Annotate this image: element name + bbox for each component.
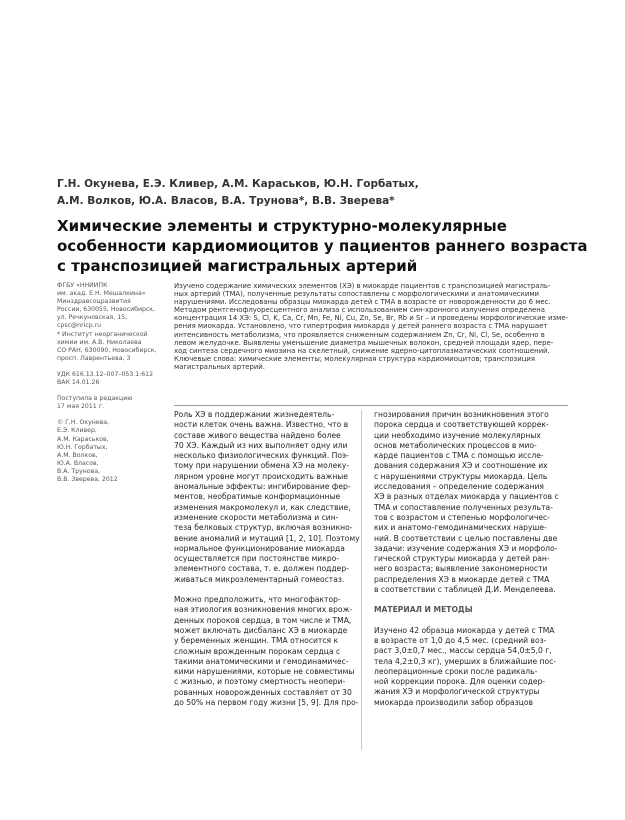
body-line: основ метаболических процессов в мио- (374, 440, 537, 450)
affiliation-line: СО РАН, 630090, Новосибирск, (57, 346, 157, 354)
body-line: в возрасте от 1,0 до 4,5 мес. (средний воз- (374, 635, 547, 645)
body-line: ТМА и сопоставление полученных результа- (374, 502, 553, 512)
affiliation-line: ФГБУ «ННИИПК (57, 282, 108, 289)
body-line: такими анатомическими и гемодинамичес- (174, 656, 349, 666)
body-line: у беременных женщин. ТМА относится к (174, 636, 339, 646)
copyright-line: Ю.А. Власов, (57, 459, 99, 467)
body-line: жания ХЭ и морфологической структуры (374, 687, 540, 697)
copyright-line: Е.Э. Кливер, (57, 427, 97, 435)
body-line: составе живого вещества найдено более (174, 430, 341, 440)
affiliation-line: химии им. А.В. Николаева (57, 338, 142, 346)
body-line: ментов, необратимые конформационные (174, 492, 341, 502)
affiliation-email[interactable]: cpsc@nricp.ru (57, 322, 102, 330)
abstract-line: Изучено содержание химических элементов (ХЭ) в миокарде пациентов с транспозицией магистраль- (174, 282, 551, 290)
copyright-line: В.А. Трунова, (57, 467, 100, 475)
body-line: несколько физиологических функций. Поэ- (174, 451, 349, 461)
paragraph-gap (374, 595, 556, 605)
body-line: раст 3,0±0,7 мес., массы сердца 54,0±5,0 г, (374, 646, 552, 656)
body-line: дования содержания ХЭ и соотношение их (374, 461, 548, 471)
author-line: Г.Н. Окунева, Е.Э. Кливер, А.М. Караськов, Ю.Н. Горбатых, (57, 178, 419, 190)
body-line: лярном уровне могут происходить важные (174, 471, 348, 481)
abstract-line: интенсивность метаболизма, что проявляется сниженным содержанием Zn, Cr, Ni, Cl, Se, особенно в (174, 330, 545, 339)
paragraph-gap (174, 585, 356, 595)
affiliation-sidebar (57, 282, 157, 484)
affiliation-spacer (57, 387, 157, 395)
title-line: с транспозицией магистральных артерий (57, 257, 418, 275)
title-line: Химические элементы и структурно-молекулярные (57, 217, 507, 235)
body-line: порока сердца и соответствующей коррек- (374, 420, 549, 430)
affiliation-line: России, 630055, Новосибирск, (57, 306, 156, 314)
article-title (57, 216, 597, 276)
body-line: ции необходимо изучение молекулярных (374, 430, 541, 440)
body-line: Роль ХЭ в поддержании жизнедеятель- (174, 410, 335, 419)
body-line: с нарушениями структуры миокарда. Цель (374, 471, 548, 481)
body-line: него возраста; выявление закономерности (374, 564, 548, 574)
body-line: элементного состава, т. е. должен поддер- (174, 564, 349, 574)
abstract-line: нарушениями. Исследованы образцы миокарда детей с ТМА в возрасте от новорожденности до 6 мес. (174, 298, 551, 307)
keywords-line: магистральных артерий. (174, 362, 265, 371)
body-line: 70 ХЭ. Каждый из них выполняет одну или (174, 440, 348, 450)
body-line: ких и анатомо-гемодинамических наруше- (374, 523, 547, 533)
copyright-line: А.М. Волков, (57, 451, 98, 459)
body-line: распределения ХЭ в миокарде детей с ТМА (374, 574, 550, 584)
body-line: исследования – определение содержания (374, 482, 544, 492)
body-line: может включать дисбаланс ХЭ в миокарде (174, 625, 348, 635)
body-line: гической структуры миокарда у детей ран- (374, 554, 550, 564)
copyright-line: © Г.Н. Окунева, (57, 419, 110, 427)
affiliation-line: * Институт неорганической (57, 330, 148, 338)
body-line: денных пороков сердца, в том числе и ТМА, (174, 615, 352, 625)
body-column-left (174, 410, 360, 708)
keywords-line: Ключевые слова: химические элементы; молекулярная структура кардиомиоцитов; транспозиция (174, 354, 536, 363)
affiliation-line: ул. Речкуновская, 15, (57, 314, 128, 322)
body-line: кими нарушениями, которые не совместимы (174, 667, 355, 677)
body-line: тов с возрастом и степенью морфологичес- (374, 512, 550, 522)
abstract-line: Методом рентгенофлуоресцентного анализа с использованием син-хронного излучения определена (174, 306, 545, 315)
column-divider (361, 410, 362, 750)
body-line: миокарда производили забор образцов (374, 697, 533, 707)
body-line: аномальные эффекты: ингибирование фер- (174, 482, 351, 492)
abstract-divider (174, 405, 568, 406)
abstract-line: левом желудочке. Выявлены уменьшение диаметра мышечных волокон, средней площади ядер, пере- (174, 338, 554, 347)
received-label: Поступила в редакцию (57, 395, 133, 403)
body-line: ная этиология возникновения многих врож- (174, 605, 353, 615)
body-line: с жизнью, и поэтому смертность неопери- (174, 677, 346, 687)
section-heading-methods: МАТЕРИАЛ И МЕТОДЫ (374, 605, 473, 615)
body-line: карде пациентов с ТМА с помощью иссле- (374, 451, 544, 461)
body-line: до 50% на первом году жизни [5, 9]. Для про- (174, 698, 359, 708)
affiliation-spacer (57, 363, 157, 371)
body-line: вение аномалий и мутаций [1, 2, 10]. Поэтому (174, 533, 360, 543)
body-line: сложным врожденным порокам сердца с (174, 646, 341, 656)
body-line: ний. В соответствии с целью поставлены две (374, 533, 558, 543)
body-line: Можно предположить, что многофактор- (174, 595, 341, 605)
copyright-line: В.В. Зверева, 2012 (57, 475, 118, 483)
body-line: ной коррекции порока. Для оценки содер- (374, 677, 546, 687)
udc-code: УДК 616.13.12–007–053.1:612 (57, 370, 154, 378)
body-line: в соответствии с таблицей Д.И. Менделеева. (374, 585, 556, 595)
title-line: особенности кардиомиоцитов у пациентов раннего возраста (57, 237, 588, 255)
abstract-line: ход синтеза сердечного миозина на скелетный, снижение ядерно-цитоплазматических соотношений. (174, 346, 550, 355)
body-line: нормальное функционирование миокарда (174, 543, 345, 553)
author-list (57, 176, 577, 210)
body-line: рованных новорожденных составляет от 30 (174, 687, 352, 697)
abstract-line: рения миокарда. Установлено, что гипертрофия миокарда у детей раннего возраста с ТМА нарушает (174, 322, 548, 331)
body-line: гнозирования причин возникновения этого (374, 410, 549, 419)
body-line: изменения макромолекул и, как следствие, (174, 502, 351, 512)
received-date: 17 мая 2011 г. (57, 403, 104, 411)
copyright-line: Ю.Н. Горбатых, (57, 443, 108, 451)
body-line: теза белковых структур, включая возникно- (174, 523, 353, 533)
body-column-right (374, 410, 559, 708)
abstract-line: ных артерий (ТМА), полученные результаты сопоставлены с морфологическими и анатомическими (174, 290, 540, 299)
body-line: ХЭ в разных отделах миокарда у пациентов с (374, 492, 559, 502)
body-line: Изучено 42 образца миокарда у детей с ТМА (374, 625, 555, 635)
vak-code: ВАК 14.01.26 (57, 379, 100, 387)
paragraph-gap (374, 616, 556, 626)
affiliation-line: Минздравсоцразвития (57, 298, 131, 306)
abstract (174, 282, 574, 371)
body-line: тому при нарушении обмена ХЭ на молеку- (174, 461, 350, 471)
body-line: тела 4,2±0,3 кг), умерших в ближайшие пос- (374, 656, 557, 666)
author-line: А.М. Волков, Ю.А. Власов, В.А. Трунова*, В.В. Зверева* (57, 195, 395, 207)
body-line: осуществляется при постоянстве микро- (174, 554, 340, 564)
affiliation-line: просп. Лаврентьева, 3 (57, 354, 131, 362)
body-line: задачи: изучение содержания ХЭ и морфоло- (374, 543, 558, 553)
abstract-line: концентрация 14 ХЭ: S, Cl, K, Ca, Cr, Mn, Fe, Ni, Cu, Zn, Se, Br, Rb и Sr – и проведены морфологические изме- (174, 314, 569, 323)
body-line: ности клеток очень важна. Известно, что в (174, 420, 349, 430)
copyright-line: А.М. Караськов, (57, 435, 109, 443)
body-line: живаться микроэлементарный гомеостаз. (174, 574, 345, 584)
body-line: изменение скорости метаболизма и син- (174, 512, 339, 522)
affiliation-line: им. акад. Е.Н. Мешалкина» (57, 290, 146, 298)
body-line: леоперационные сроки после радикаль- (374, 666, 538, 676)
